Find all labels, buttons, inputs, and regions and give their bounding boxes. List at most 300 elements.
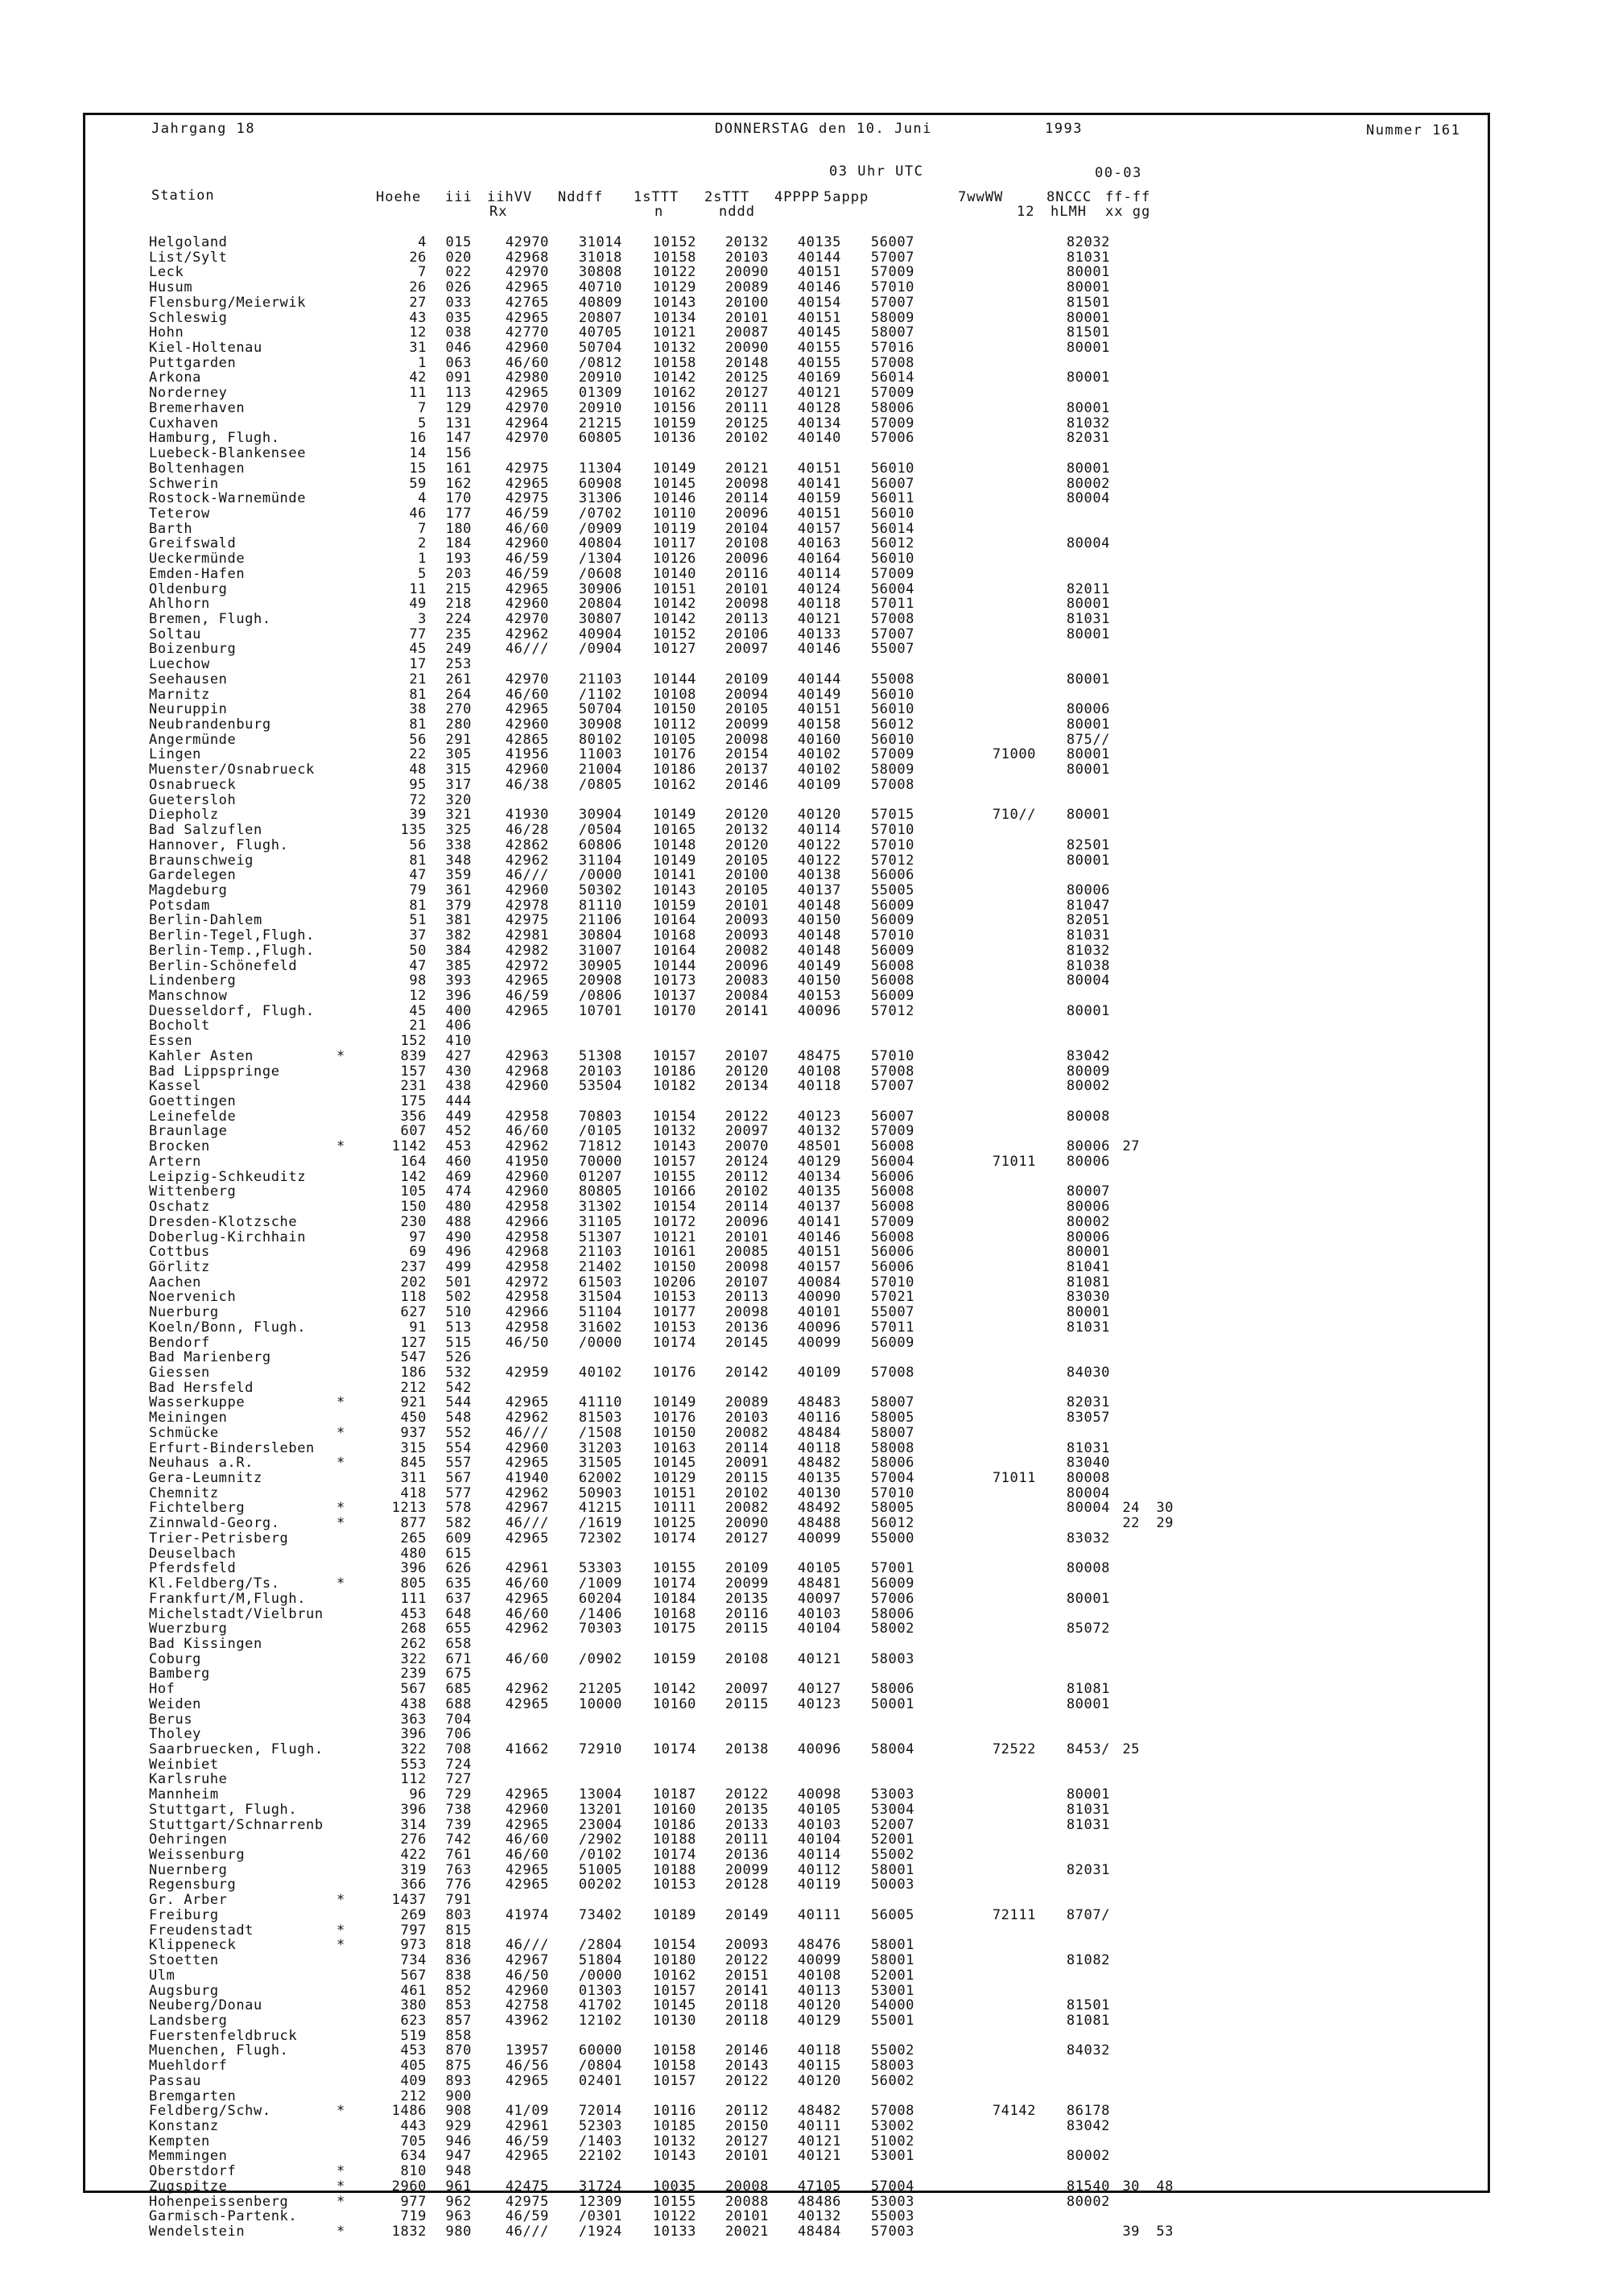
pressure-4: 40105 [797,1801,841,1818]
station-name: Soltau [149,626,202,642]
height: 43 [409,309,427,326]
station-number: 280 [445,716,472,733]
height: 77 [409,626,427,642]
temp-1: 10160 [652,1801,696,1818]
table-row [0,1230,1449,1245]
station-name: Norderney [149,385,228,402]
height: 91 [409,1319,427,1336]
cloud-8: 80001 [1066,716,1110,733]
pressure-5: 57008 [870,1063,914,1080]
station-name: Weissenburg [149,1847,246,1864]
cloud-8: 84030 [1066,1365,1110,1381]
cloud-8: 80008 [1066,1560,1110,1577]
station-number: 321 [445,807,472,824]
pressure-5: 56008 [870,1229,914,1245]
station-number: 609 [445,1530,472,1546]
height: 150 [400,1199,427,1216]
nddff: 31018 [578,249,622,266]
nddff: /1102 [578,686,622,703]
weather-7: 71011 [992,1153,1036,1170]
height: 16 [409,430,427,447]
table-row [0,461,1449,476]
temp-1: 10151 [652,580,696,597]
station-number: 544 [445,1394,472,1411]
nddff: 52303 [578,2118,622,2134]
year-label: 1993 [1045,121,1083,137]
station-number: 532 [445,1365,472,1381]
iihvv: 46/60 [505,1847,549,1864]
pressure-5: 57008 [870,611,914,627]
iihvv: 42770 [505,324,549,341]
station-number: 320 [445,791,472,808]
pressure-4: 40135 [797,1470,841,1487]
period-label: 00-03 [1095,165,1142,181]
table-row [0,1772,1449,1786]
pressure-5: 58007 [870,1394,914,1411]
mountain-mark: * [336,2224,345,2240]
height: 7 [418,399,427,416]
gust-gg: 29 [1156,1515,1174,1532]
station-number: 180 [445,520,472,537]
temp-2: 20141 [724,1002,769,1019]
height: 627 [400,1304,427,1321]
pressure-5: 57008 [870,2103,914,2120]
height: 268 [400,1621,427,1637]
station-number: 857 [445,2012,472,2029]
gust-ff: 22 [1122,1515,1140,1532]
cloud-8: 81501 [1066,294,1110,311]
pressure-5: 58008 [870,1439,914,1456]
height: 81 [409,686,427,703]
station-number: 379 [445,897,472,914]
pressure-5: 57011 [870,1319,914,1336]
station-number: 444 [445,1093,472,1110]
pressure-5: 58005 [870,1500,914,1517]
table-row [0,2224,1449,2239]
pressure-5: 56006 [870,1244,914,1261]
nddff: 21004 [578,762,622,778]
temp-2: 20150 [724,2118,769,2134]
height: 186 [400,1365,427,1381]
table-row [0,2074,1449,2088]
table-row [0,1984,1449,1998]
temp-2: 20136 [724,1847,769,1864]
nddff: /0102 [578,1847,622,1864]
pressure-4: 40155 [797,340,841,357]
station-number: 063 [445,354,472,371]
pressure-5: 57011 [870,596,914,613]
pressure-4: 40137 [797,882,841,898]
pressure-5: 53003 [870,1786,914,1803]
temp-2: 20109 [724,1560,769,1577]
nddff: /0000 [578,1334,622,1351]
height: 547 [400,1349,427,1366]
station-number: 291 [445,731,472,748]
temp-1: 10149 [652,460,696,477]
station-name: Muenster/Osnabrueck [149,762,315,778]
table-row [0,1727,1449,1741]
pressure-5: 56005 [870,1906,914,1923]
nddff: /0000 [578,1967,622,1984]
temp-1: 10174 [652,1575,696,1592]
station-name: Stuttgart/Schnarrenb [149,1816,324,1833]
temp-1: 10137 [652,988,696,1004]
cloud-8: 80001 [1066,1590,1110,1607]
iihvv: 46/60 [505,1650,549,1667]
pressure-5: 56010 [870,701,914,718]
iihvv: 42960 [505,1439,549,1456]
temp-2: 20082 [724,942,769,959]
iihvv: 46/59 [505,565,549,582]
table-row [0,250,1449,265]
temp-2: 20105 [724,882,769,898]
pressure-4: 40145 [797,324,841,341]
temp-2: 20101 [724,897,769,914]
cloud-8: 80001 [1066,1695,1110,1712]
iihvv: 42960 [505,535,549,552]
pressure-5: 58003 [870,1650,914,1667]
nddff: 31505 [578,1455,622,1472]
pressure-4: 40158 [797,716,841,733]
table-row [0,1426,1449,1440]
pressure-5: 57016 [870,340,914,357]
iihvv: 46/60 [505,1575,549,1592]
nddff: 60805 [578,430,622,447]
pressure-5: 55002 [870,1847,914,1864]
pressure-5: 55007 [870,641,914,658]
station-number: 513 [445,1319,472,1336]
nddff: 41110 [578,1394,622,1411]
height: 322 [400,1650,427,1667]
table-row [0,959,1449,973]
station-name: Bad Marienberg [149,1349,271,1366]
station-number: 315 [445,762,472,778]
pressure-4: 40114 [797,1847,841,1864]
station-name: Brocken [149,1138,210,1155]
station-name: Michelstadt/Vielbrun [149,1605,324,1622]
iihvv: 42968 [505,1244,549,1261]
iihvv: 46/60 [505,520,549,537]
pressure-4: 40122 [797,836,841,853]
cloud-8: 80006 [1066,882,1110,898]
station-number: 147 [445,430,472,447]
pressure-4: 40151 [797,309,841,326]
temp-1: 10161 [652,1244,696,1261]
temp-2: 20101 [724,1229,769,1245]
station-number: 393 [445,972,472,989]
pressure-4: 40140 [797,430,841,447]
col-hoehe: Hoehe [376,189,422,205]
pressure-5: 57006 [870,1590,914,1607]
station-name: Guetersloh [149,791,237,808]
height: 2960 [391,2178,427,2195]
pressure-5: 55003 [870,2208,914,2225]
temp-2: 20096 [724,1213,769,1230]
pressure-4: 40141 [797,475,841,492]
station-number: 270 [445,701,472,718]
temp-1: 10130 [652,2012,696,2029]
height: 1213 [391,1500,427,1517]
nddff: 60000 [578,2042,622,2059]
station-name: Regensburg [149,1877,237,1893]
station-name: Berlin-Tegel,Flugh. [149,927,315,944]
volume-label: Jahrgang 18 [151,121,256,137]
station-name: Bocholt [149,1018,210,1034]
nddff: /0504 [578,822,622,839]
temp-1: 10142 [652,611,696,627]
table-row [0,913,1449,927]
table-row [0,2029,1449,2043]
pressure-4: 40141 [797,1213,841,1230]
temp-2: 20103 [724,249,769,266]
pressure-4: 40103 [797,1605,841,1622]
col-ff: ff-ff [1105,189,1151,205]
temp-1: 10134 [652,309,696,326]
pressure-5: 57007 [870,1078,914,1095]
pressure-5: 56010 [870,731,914,748]
table-row [0,2104,1449,2118]
station-number: 215 [445,580,472,597]
cloud-8: 80001 [1066,746,1110,763]
iihvv: 46/59 [505,2208,549,2225]
pressure-4: 48484 [797,2224,841,2240]
station-number: 704 [445,1711,472,1728]
temp-2: 20101 [724,2208,769,2225]
cloud-8: 81032 [1066,415,1110,432]
station-name: Wasserkuppe [149,1394,246,1411]
height: 47 [409,867,427,884]
pressure-5: 58001 [870,1952,914,1969]
table-row [0,1803,1449,1817]
table-row [0,657,1449,671]
temp-2: 20082 [724,1424,769,1441]
height: 453 [400,2042,427,2059]
table-row [0,989,1449,1003]
station-name: Hamburg, Flugh. [149,430,280,447]
station-name: Konstanz [149,2118,219,2134]
station-number: 791 [445,1892,472,1909]
pressure-5: 58001 [870,1861,914,1878]
station-name: Lingen [149,746,202,763]
table-row [0,1109,1449,1124]
station-name: Angermünde [149,731,237,748]
pressure-5: 56007 [870,475,914,492]
pressure-4: 40151 [797,264,841,281]
height: 921 [400,1394,427,1411]
pressure-4: 40090 [797,1289,841,1306]
table-row [0,2179,1449,2194]
station-number: 305 [445,746,472,763]
temp-1: 10158 [652,2058,696,2075]
cloud-8: 84032 [1066,2042,1110,2059]
station-number: 156 [445,445,472,462]
station-number: 729 [445,1786,472,1803]
station-number: 658 [445,1635,472,1652]
cloud-8: 81031 [1066,249,1110,266]
temp-1: 10126 [652,551,696,568]
temp-2: 20098 [724,1258,769,1275]
pressure-5: 57007 [870,626,914,642]
temp-1: 10133 [652,2224,696,2240]
table-row [0,1471,1449,1485]
station-number: 648 [445,1605,472,1622]
col-t1-sub: n [654,204,664,220]
issue-number: Nummer 161 [1366,122,1461,138]
station-number: 325 [445,822,472,839]
table-row [0,883,1449,898]
temp-2: 20125 [724,415,769,432]
pressure-4: 40157 [797,520,841,537]
pressure-4: 40113 [797,1982,841,1999]
temp-2: 20097 [724,641,769,658]
nddff: /1304 [578,551,622,568]
table-row [0,612,1449,626]
table-row [0,1260,1449,1274]
temp-1: 10149 [652,807,696,824]
temp-2: 20148 [724,354,769,371]
iihvv: 42981 [505,927,549,944]
height: 21 [409,671,427,688]
table-row [0,627,1449,642]
mountain-mark: * [336,1047,345,1064]
station-name: Kiel-Holtenau [149,340,262,357]
nddff: 40809 [578,294,622,311]
temp-1: 10117 [652,535,696,552]
nddff: 30905 [578,957,622,974]
station-number: 046 [445,340,472,357]
pressure-4: 40163 [797,535,841,552]
station-name: Leck [149,264,184,281]
gust-gg: 53 [1156,2224,1174,2240]
pressure-4: 40164 [797,551,841,568]
pressure-4: 48484 [797,1424,841,1441]
pressure-4: 40099 [797,1530,841,1546]
station-name: Husum [149,279,193,296]
station-number: 947 [445,2148,472,2165]
temp-2: 20118 [724,1997,769,2014]
temp-2: 20109 [724,671,769,688]
nddff: 23004 [578,1816,622,1833]
height: 453 [400,1605,427,1622]
cloud-8: 80001 [1066,340,1110,357]
cloud-8: 80001 [1066,1786,1110,1803]
nddff: 31602 [578,1319,622,1336]
table-row [0,1877,1449,1892]
pressure-4: 40120 [797,1997,841,2014]
iihvv: 46/38 [505,776,549,793]
pressure-4: 40104 [797,1621,841,1637]
table-row [0,446,1449,460]
height: 135 [400,822,427,839]
iihvv: 42960 [505,1982,549,1999]
height: 56 [409,731,427,748]
station-name: Meiningen [149,1410,228,1427]
nddff: 00202 [578,1877,622,1893]
iihvv: 42965 [505,1002,549,1019]
temp-2: 20108 [724,1650,769,1667]
pressure-4: 40151 [797,460,841,477]
cloud-8: 81081 [1066,2012,1110,2029]
station-number: 359 [445,867,472,884]
pressure-4: 48475 [797,1047,841,1064]
temp-2: 20136 [724,1319,769,1336]
temp-1: 10108 [652,686,696,703]
pressure-5: 57009 [870,746,914,763]
table-row [0,733,1449,747]
station-name: Kahler Asten [149,1047,254,1064]
cloud-8: 80004 [1066,1485,1110,1501]
table-row [0,1712,1449,1727]
height: 1832 [391,2224,427,2240]
station-name: Nuernberg [149,1861,228,1878]
nddff: 53504 [578,1078,622,1095]
height: 977 [400,2193,427,2210]
nddff: 13201 [578,1801,622,1818]
temp-2: 20128 [724,1877,769,1893]
table-row [0,1410,1449,1425]
iihvv: 42967 [505,1952,549,1969]
iihvv: 42965 [505,2072,549,2089]
station-name: Diepholz [149,807,219,824]
temp-2: 20070 [724,1138,769,1155]
temp-2: 20112 [724,2103,769,2120]
temp-1: 10150 [652,1424,696,1441]
height: 47 [409,957,427,974]
station-name: Goettingen [149,1093,237,1110]
iihvv: 42965 [505,1861,549,1878]
mountain-mark: * [336,1892,345,1909]
table-row [0,1290,1449,1304]
gust-ff: 25 [1122,1741,1140,1757]
iihvv: 42960 [505,1183,549,1200]
station-number: 381 [445,912,472,929]
pressure-5: 54000 [870,1997,914,2014]
height: 79 [409,882,427,898]
cloud-8: 80001 [1066,762,1110,778]
station-name: Neuruppin [149,701,228,718]
station-number: 452 [445,1123,472,1140]
station-name: Luechow [149,656,210,673]
temp-1: 10150 [652,1258,696,1275]
temp-1: 10141 [652,867,696,884]
table-row [0,1365,1449,1380]
table-row [0,567,1449,581]
nddff: 60204 [578,1590,622,1607]
temp-1: 10144 [652,957,696,974]
pressure-4: 40144 [797,671,841,688]
table-row [0,416,1449,431]
table-row [0,1832,1449,1847]
temp-1: 10132 [652,2133,696,2149]
temp-1: 10152 [652,626,696,642]
pressure-5: 57009 [870,385,914,402]
height: 380 [400,1997,427,2014]
station-number: 742 [445,1831,472,1848]
station-number: 554 [445,1439,472,1456]
station-number: 739 [445,1816,472,1833]
temp-1: 10172 [652,1213,696,1230]
iihvv: 42958 [505,1199,549,1216]
height: 4 [418,490,427,507]
station-name: Bad Kissingen [149,1635,262,1652]
table-row [0,356,1449,370]
nddff: /0301 [578,2208,622,2225]
temp-2: 20111 [724,399,769,416]
pressure-4: 48476 [797,1937,841,1954]
nddff: 20103 [578,1063,622,1080]
table-row [0,1697,1449,1712]
temp-1: 10164 [652,912,696,929]
